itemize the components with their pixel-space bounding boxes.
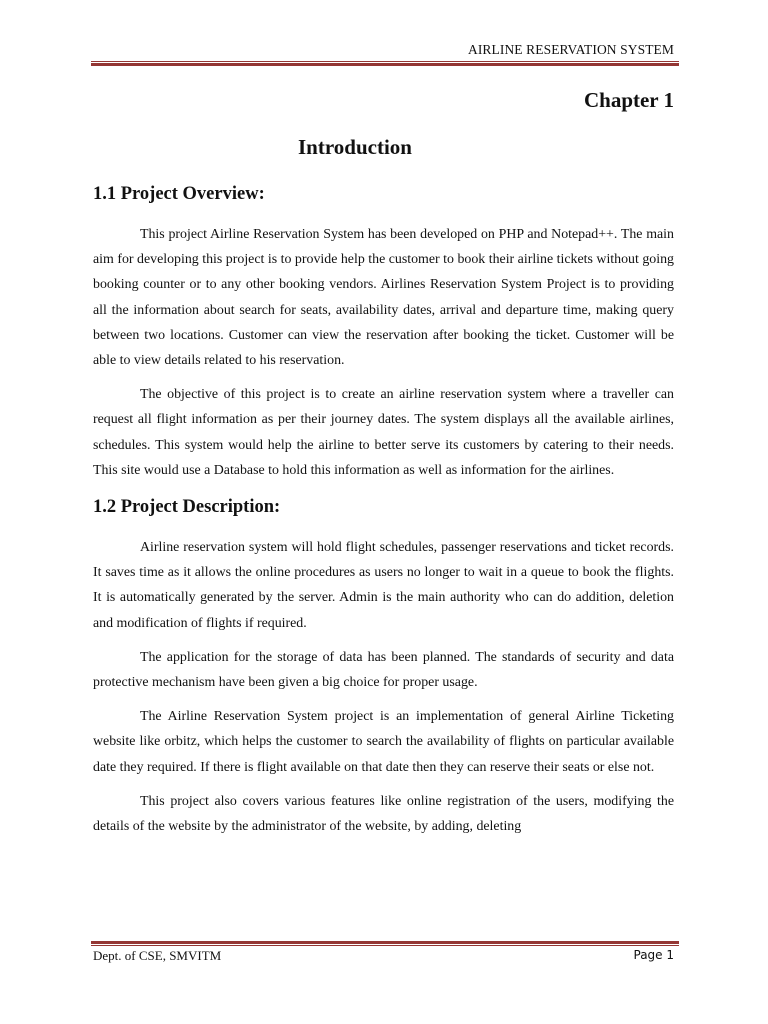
document-body xyxy=(93,182,674,839)
section-heading: 1.2 Project Description: xyxy=(93,497,281,518)
paragraph: The Airline Reservation System project is an implementation of general Airline Ticketing website like orbitz, which helps the customer to search the availability of flights on particular available date they required. If there is flight available on that date then they can reserve their seats or else not. xyxy=(93,709,674,775)
paragraph: This project Airline Reservation System has been developed on PHP and Notepad++. The main aim for developing this project is to provide help the customer to book their airline tickets without going booking counter or to any other booking vendors. Airlines Reservation System Project is to providing all the information about search for seats, availability dates, arrival and departure time, making query between two locations. Customer can view the reservation after booking the ticket. Customer will be able to view details related to his reservation. xyxy=(93,227,674,369)
paragraph: The objective of this project is to create an airline reservation system where a traveller can request all flight information as per their journey dates. The system displays all the available airlines, schedules. This system would help the airline to better serve its customers by catering to their needs. This site would use a Database to hold this information as well as information for the airlines. xyxy=(93,387,674,478)
header-rule-thin xyxy=(91,61,679,62)
header-rule-thick xyxy=(91,63,679,66)
paragraph: This project also covers various features like online registration of the users, modifying the details of the website by the administrator of the website, by adding, deleting xyxy=(93,793,674,835)
footer-rule-thick xyxy=(91,941,679,944)
chapter-label: Chapter 1 xyxy=(583,88,674,112)
paragraph: Airline reservation system will hold flight schedules, passenger reservations and ticket records. It saves time as it allows the online procedures as users no longer to wait in a queue to book the flights. It is automatically generated by the server. Admin is the main authority who can do addition, deletion and modification of flights if required. xyxy=(93,540,674,631)
paragraph: The application for the storage of data has been planned. The standards of security and data protective mechanism have been given a big choice for proper usage. xyxy=(93,649,674,691)
footer-rule-thin xyxy=(91,945,679,946)
chapter-title: Introduction xyxy=(298,135,412,159)
page-number: Page 1 xyxy=(633,948,674,962)
running-header: AIRLINE RESERVATION SYSTEM xyxy=(467,42,674,57)
section-heading: 1.1 Project Overview: xyxy=(93,184,265,204)
footer-department: Dept. of CSE, SMVITM xyxy=(93,948,222,963)
